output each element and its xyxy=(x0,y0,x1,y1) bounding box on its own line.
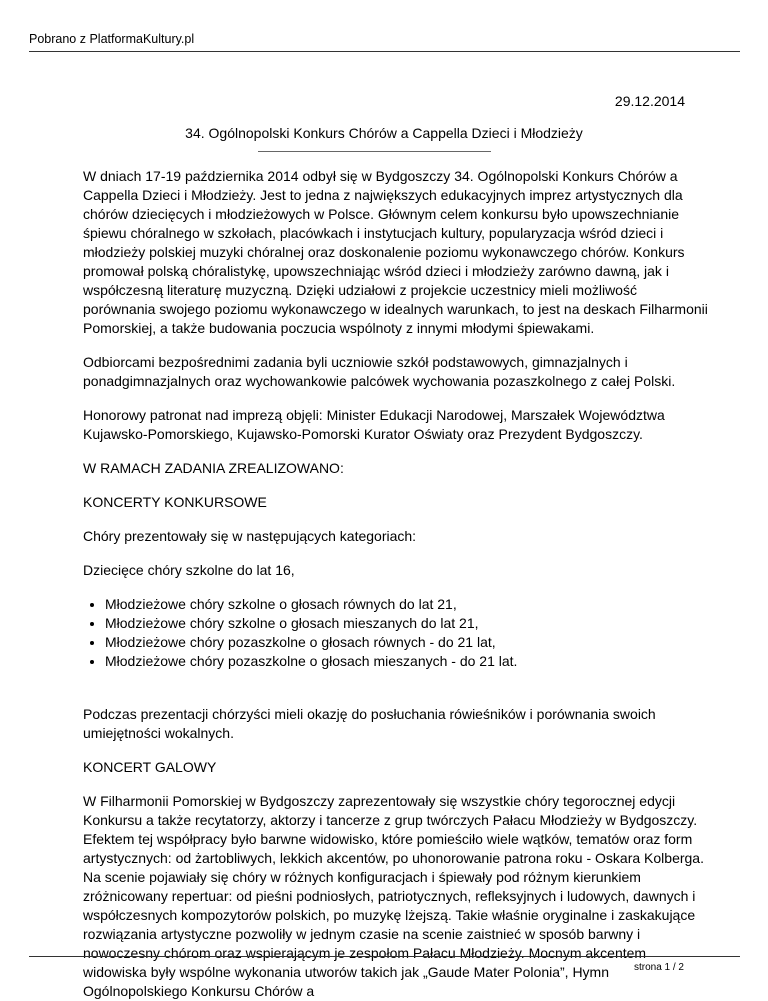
category-children: Dziecięce chóry szkolne do lat 16, xyxy=(83,562,295,578)
list-item: • Młodzieżowe chóry pozaszkolne o głosach równych - do 21 lat, xyxy=(105,633,709,652)
source-header: Pobrano z PlatformaKultury.pl xyxy=(29,32,195,46)
section-heading-tasks: W RAMACH ZADANIA ZREALIZOWANO: xyxy=(83,460,344,476)
header-divider xyxy=(29,51,740,52)
article-title: 34. Ogólnopolski Konkurs Chórów a Cappella Dzieci i Młodzieży xyxy=(185,125,583,141)
list-item: • Młodzieżowe chóry szkolne o głosach mieszanych do lat 21, xyxy=(105,614,709,633)
gala-paragraph: W Filharmonii Pomorskiej w Bydgoszczy zaprezentowały się wszystkie chóry tegorocznej edycji Konkursu a także recytatorzy, aktorzy i tancerze z grup twórczych Pałacu Młodzieży w Bydgoszczy. Efektem tej współpracy było barwne widowisko, które pomieściło wiele wątków, tematów oraz form artystycznych: od żartobliwych, lekkich akcentów, po uhonorowanie patrona roku - Oskara Kolberga. Na scenie pojawiały się chóry w różnych konfiguracjach i śpiewały pod różnym kierunkiem zróżnicowany repertuar: od pieśni podniosłych, patriotycznych, refleksyjnych i ludowych, dawnych i współczesnych kompozytorów polskich, po muzykę lżejszą. Takie właśnie oryginalne i zaskakujące rozwiązania artystyczne pozwoliły w jednym czasie na scenie zaistnieć w sposób barwny i nowoczesny chórom oraz wspierającym je zespołom Pałacu Młodzieży. Mocnym akcentem widowiska były wspólne wykonania utworów takich jak „Gaude Mater Polonia”, Hymn Ogólnopolskiego Konkursu Chórów a xyxy=(83,793,704,999)
list-item: • Młodzieżowe chóry szkolne o głosach równych do lat 21, xyxy=(105,595,709,614)
section-heading-gala-concert: KONCERT GALOWY xyxy=(83,759,217,775)
article-body xyxy=(83,167,709,1001)
patronage-paragraph: Honorowy patronat nad imprezą objęli: Minister Edukacji Narodowej, Marszałek Województwa Kujawsko-Pomorskiego, Kujawsko-Pomorski Kurator Oświaty oraz Prezydent Bydgoszczy. xyxy=(83,407,665,442)
presentation-paragraph: Podczas prezentacji chórzyści mieli okazję do posłuchania rówieśników i porównania swoich umiejętności wokalnych. xyxy=(83,706,656,741)
section-heading-competition-concerts: KONCERTY KONKURSOWE xyxy=(83,494,267,510)
categories-intro: Chóry prezentowały się w następujących kategoriach: xyxy=(83,528,417,544)
category-list xyxy=(83,595,709,671)
audience-paragraph: Odbiorcami bezpośrednimi zadania byli uczniowie szkół podstawowych, gimnazjalnych i ponadgimnazjalnych oraz wychowankowie palcówek wychowania pozaszkolnego z całej Polski. xyxy=(83,354,676,389)
list-item: • Młodzieżowe chóry pozaszkolne o głosach mieszanych - do 21 lat. xyxy=(105,652,709,671)
page-number: strona 1 / 2 xyxy=(633,962,684,973)
footer-divider xyxy=(29,956,740,957)
intro-paragraph: W dniach 17-19 października 2014 odbył się w Bydgoszczy 34. Ogólnopolski Konkurs Chórów a Cappella Dzieci i Młodzieży. Jest to jedna z największych edukacyjnych imprez artystycznych dla chórów dziecięcych i młodzieżowych w Polsce. Głównym celem konkursu było upowszechnianie śpiewu chóralnego w szkołach, placówkach i instytucjach kultury, popularyzacja wśród dzieci i młodzieży polskiej muzyki chóralnej oraz doskonalenie poziomu wykonawczego chórów. Konkurs promował polską chóralistykę, upowszechniając wśród dzieci i młodzieży zarówno dawną, jak i współczesną literaturę muzyczną. Dzięki udziałowi z projekcie uczestnicy mieli możliwość porównania swojego poziomu wykonawczego w idealnych warunkach, to jest na deskach Filharmonii Pomorskiej, a także budowania poczucia wspólnoty z innymi młodymi śpiewakami. xyxy=(83,168,708,336)
title-underline xyxy=(258,151,491,152)
article-date: 29.12.2014 xyxy=(614,93,685,109)
